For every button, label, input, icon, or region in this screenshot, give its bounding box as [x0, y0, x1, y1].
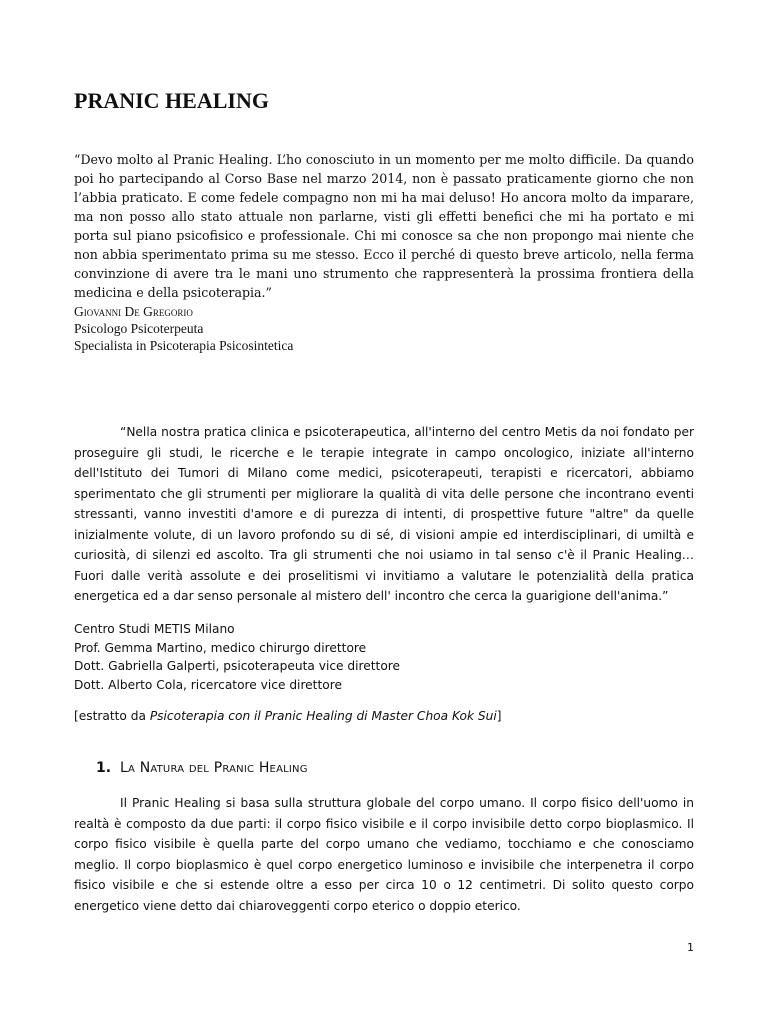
- section-number: 1.: [96, 760, 112, 776]
- testimonial-quote-2: “Nella nostra pratica clinica e psicoterapeutica, all'interno del centro Metis da noi fondato per proseguire gli studi, le ricerche e le terapie integrate in campo oncologico, iniziate all'interno dell'Istituto dei Tumori di Milano come medici, psicoterapeuti, terapisti e ricercatori, abbiamo sperimentato che gli strumenti per migliorare la qualità di vita delle persone che incontrano eventi stressanti, vanno investiti d'amore e di purezza di intenti, di prospettive future "altre" da quelle inizialmente volute, di un lavoro profondo su di sé, di visioni ampie ed interdisciplinari, di umiltà e curiosità, di silenzi ed ascolto. Tra gli strumenti che noi usiamo in tal senso c'è il Pranic Healing… Fuori dalle verità assolute e dei proselitismi vi invitiamo a valutare le potenzialità della pratica energetica ed a dar senso personale al mistero dell' incontro che cerca la guarigione dell'anima.”: [74, 425, 694, 603]
- citation-prefix: [estratto da: [74, 709, 150, 723]
- signature-block-2: [74, 620, 400, 694]
- signature-line: Centro Studi METIS Milano: [74, 622, 235, 636]
- section-title: La Natura del Pranic Healing: [120, 760, 308, 776]
- signature-specialization: Specialista in Psicoterapia Psicosintetica: [74, 338, 294, 353]
- citation-suffix: ]: [496, 709, 502, 723]
- signature-line: Prof. Gemma Martino, medico chirurgo direttore: [74, 640, 367, 655]
- signature-line: Dott. Gabriella Galperti, psicoterapeuta vice direttore: [74, 659, 401, 673]
- source-citation: [74, 709, 502, 723]
- page-title: PRANIC HEALING: [74, 88, 269, 113]
- signature-name: Giovanni De Gregorio: [74, 304, 193, 319]
- signature-line: Dott. Alberto Cola, ricercatore vice direttore: [74, 677, 342, 692]
- section-heading: [96, 760, 308, 776]
- signature-block-1: [74, 303, 293, 354]
- citation-work: Psicoterapia con il Pranic Healing di Master Choa Kok Sui: [149, 709, 497, 723]
- section-body: Il Pranic Healing si basa sulla struttura globale del corpo umano. Il corpo fisico dell'uomo in realtà è composto da due parti: il corpo fisico visibile e il corpo invisibile detto corpo bioplasmico. Il corpo fisico visibile è quella parte del corpo umano che vediamo, tocchiamo e che conosciamo meglio. Il corpo bioplasmico è quel corpo energetico luminoso e invisibile che interpenetra il corpo fisico visibile e che si estende oltre a esso per circa 10 o 12 centimetri. Di solito questo corpo energetico viene detto dai chiaroveggenti corpo eterico o doppio eterico.: [74, 796, 694, 913]
- signature-role: Psicologo Psicoterpeuta: [74, 321, 204, 336]
- testimonial-quote-1: “Devo molto al Pranic Healing. L’ho conosciuto in un momento per me molto difficile. Da quando poi ho partecipando al Corso Base nel marzo 2014, non è passato praticamente giorno che non l’abbia praticato. E come fedele compagno non mi ha mai deluso! Ho ancora molto da imparare, ma non posso allo stato attuale non parlarne, visti gli effetti benefici che mi ha portato e mi porta sul piano psicofisico e professionale. Chi mi conosce sa che non propongo mai niente che non abbia sperimentato prima su me stesso. Ecco il perché di questo breve articolo, nella ferma convinzione di avere tra le mani uno strumento che rappresenterà la prossima frontiera della medicina e della psicoterapia.”: [74, 152, 694, 300]
- page-number: 1: [687, 941, 694, 954]
